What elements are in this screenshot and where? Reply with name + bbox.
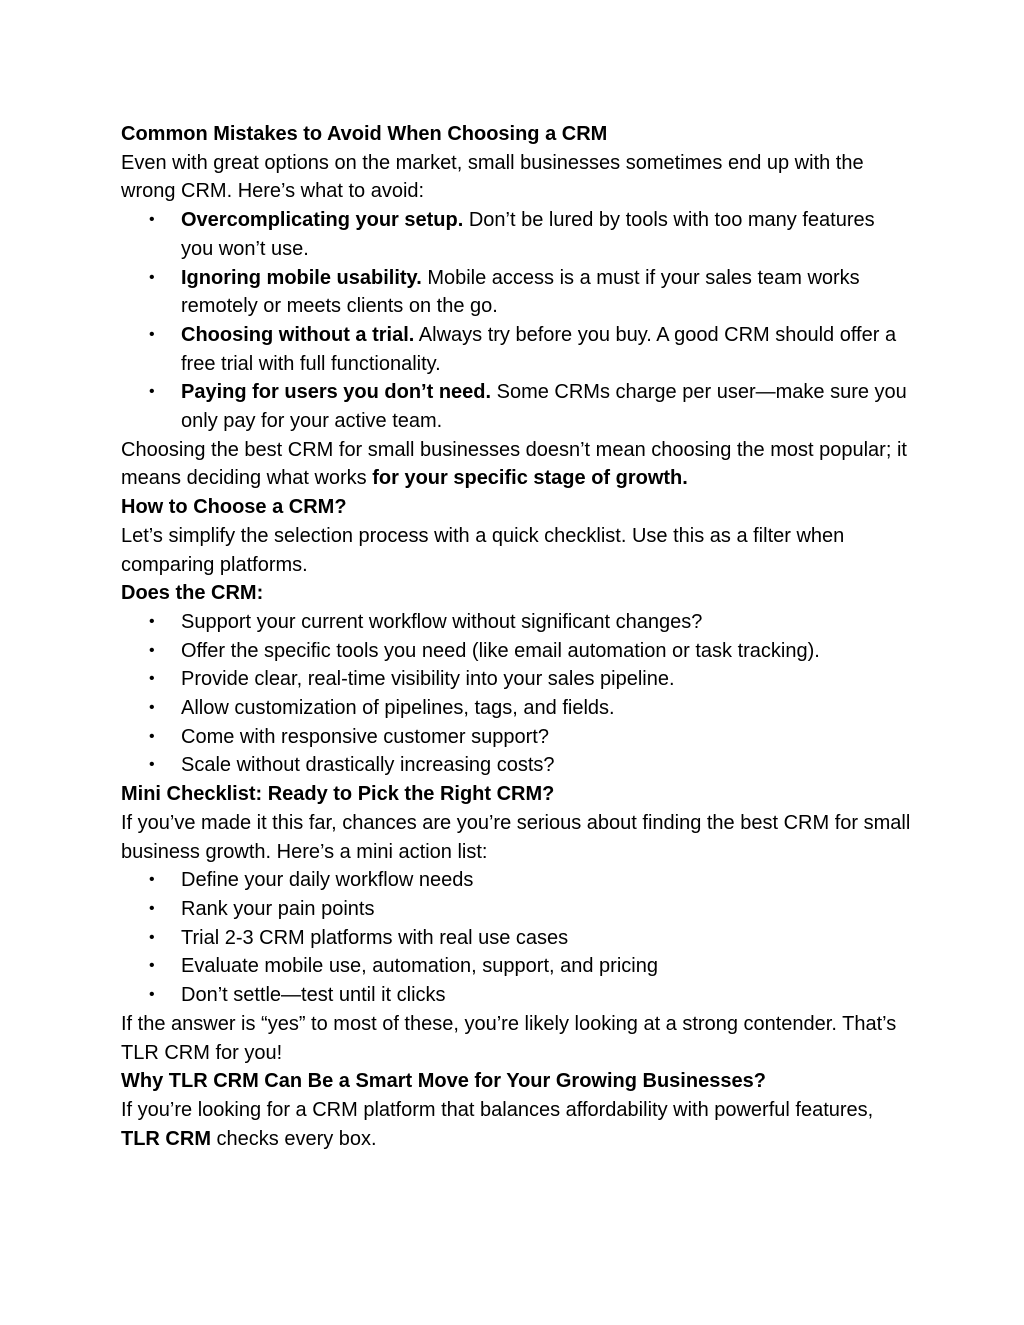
list-item: • Evaluate mobile use, automation, support, and pricing: [181, 952, 911, 981]
list-item: • Support your current workflow without significant changes?: [181, 608, 911, 637]
document-page: [121, 120, 911, 1153]
list-item-text: Mobile access is a must if your sales team works remotely or meets clients on the go.: [181, 266, 860, 318]
mistakes-list: [121, 206, 911, 436]
section-heading-how-to-choose: How to Choose a CRM?: [121, 496, 347, 519]
list-item-text: Some CRMs charge per user—make sure you only pay for your active team.: [181, 381, 907, 433]
closing-bold-text: for your specific stage of growth.: [372, 467, 688, 490]
list-item-text: Always try before you buy. A good CRM should offer a free trial with full functionality.: [181, 323, 897, 375]
list-item: • Don’t settle—test until it clicks: [181, 981, 911, 1010]
closing-text: Choosing the best CRM for small businesses doesn’t mean choosing the most popular; it means deciding what works: [121, 438, 907, 490]
subheading-does-the-crm: Does the CRM:: [121, 582, 264, 605]
body-text: If you’re looking for a CRM platform that balances affordability with powerful features,: [121, 1098, 874, 1121]
section-heading-why-tlr-crm: Why TLR CRM Can Be a Smart Move for Your Growing Businesses?: [121, 1070, 766, 1093]
list-item: [181, 264, 911, 321]
list-item: [181, 206, 911, 263]
section-closing-mini-checklist: If the answer is “yes” to most of these, you’re likely looking at a strong contender. That’s TLR CRM for you!: [121, 1012, 897, 1064]
list-item-bold-lead: Overcomplicating your setup.: [181, 209, 464, 232]
list-item: • Define your daily workflow needs: [181, 866, 911, 895]
section-intro-how-to-choose: Let’s simplify the selection process with a quick checklist. Use this as a filter when comparing platforms.: [121, 524, 845, 576]
section-closing-common-mistakes: [121, 436, 911, 493]
list-item: • Allow customization of pipelines, tags, and fields.: [181, 694, 911, 723]
section-intro-mini-checklist: If you’ve made it this far, chances are you’re serious about finding the best CRM for small business growth. Here’s a mini action list:: [121, 811, 911, 863]
section-heading-common-mistakes: Common Mistakes to Avoid When Choosing a CRM: [121, 123, 608, 145]
brand-name-bold: TLR CRM: [121, 1127, 211, 1150]
list-item-bold-lead: Paying for users you don’t need.: [181, 381, 492, 404]
list-item: [181, 321, 911, 378]
list-item: • Trial 2-3 CRM platforms with real use cases: [181, 924, 911, 953]
list-item: • Offer the specific tools you need (like email automation or task tracking).: [181, 637, 911, 666]
list-item: • Rank your pain points: [181, 895, 911, 924]
list-item: • Come with responsive customer support?: [181, 723, 911, 752]
section-body-why-tlr-crm: [121, 1096, 911, 1153]
list-item: • Provide clear, real-time visibility into your sales pipeline.: [181, 665, 911, 694]
list-item-bold-lead: Ignoring mobile usability.: [181, 266, 422, 289]
body-text: checks every box.: [210, 1127, 377, 1150]
list-item: • Scale without drastically increasing costs?: [181, 751, 911, 780]
mini-checklist-list: [121, 866, 911, 1010]
list-item-bold-lead: Choosing without a trial.: [181, 323, 415, 346]
list-item-text: Don’t be lured by tools with too many features you won’t use.: [181, 209, 875, 260]
crm-criteria-list: [121, 608, 911, 780]
section-intro-common-mistakes: Even with great options on the market, small businesses sometimes end up with the wrong CRM. Here’s what to avoid:: [121, 151, 864, 203]
list-item: [181, 378, 911, 435]
section-heading-mini-checklist: Mini Checklist: Ready to Pick the Right CRM?: [121, 783, 555, 806]
